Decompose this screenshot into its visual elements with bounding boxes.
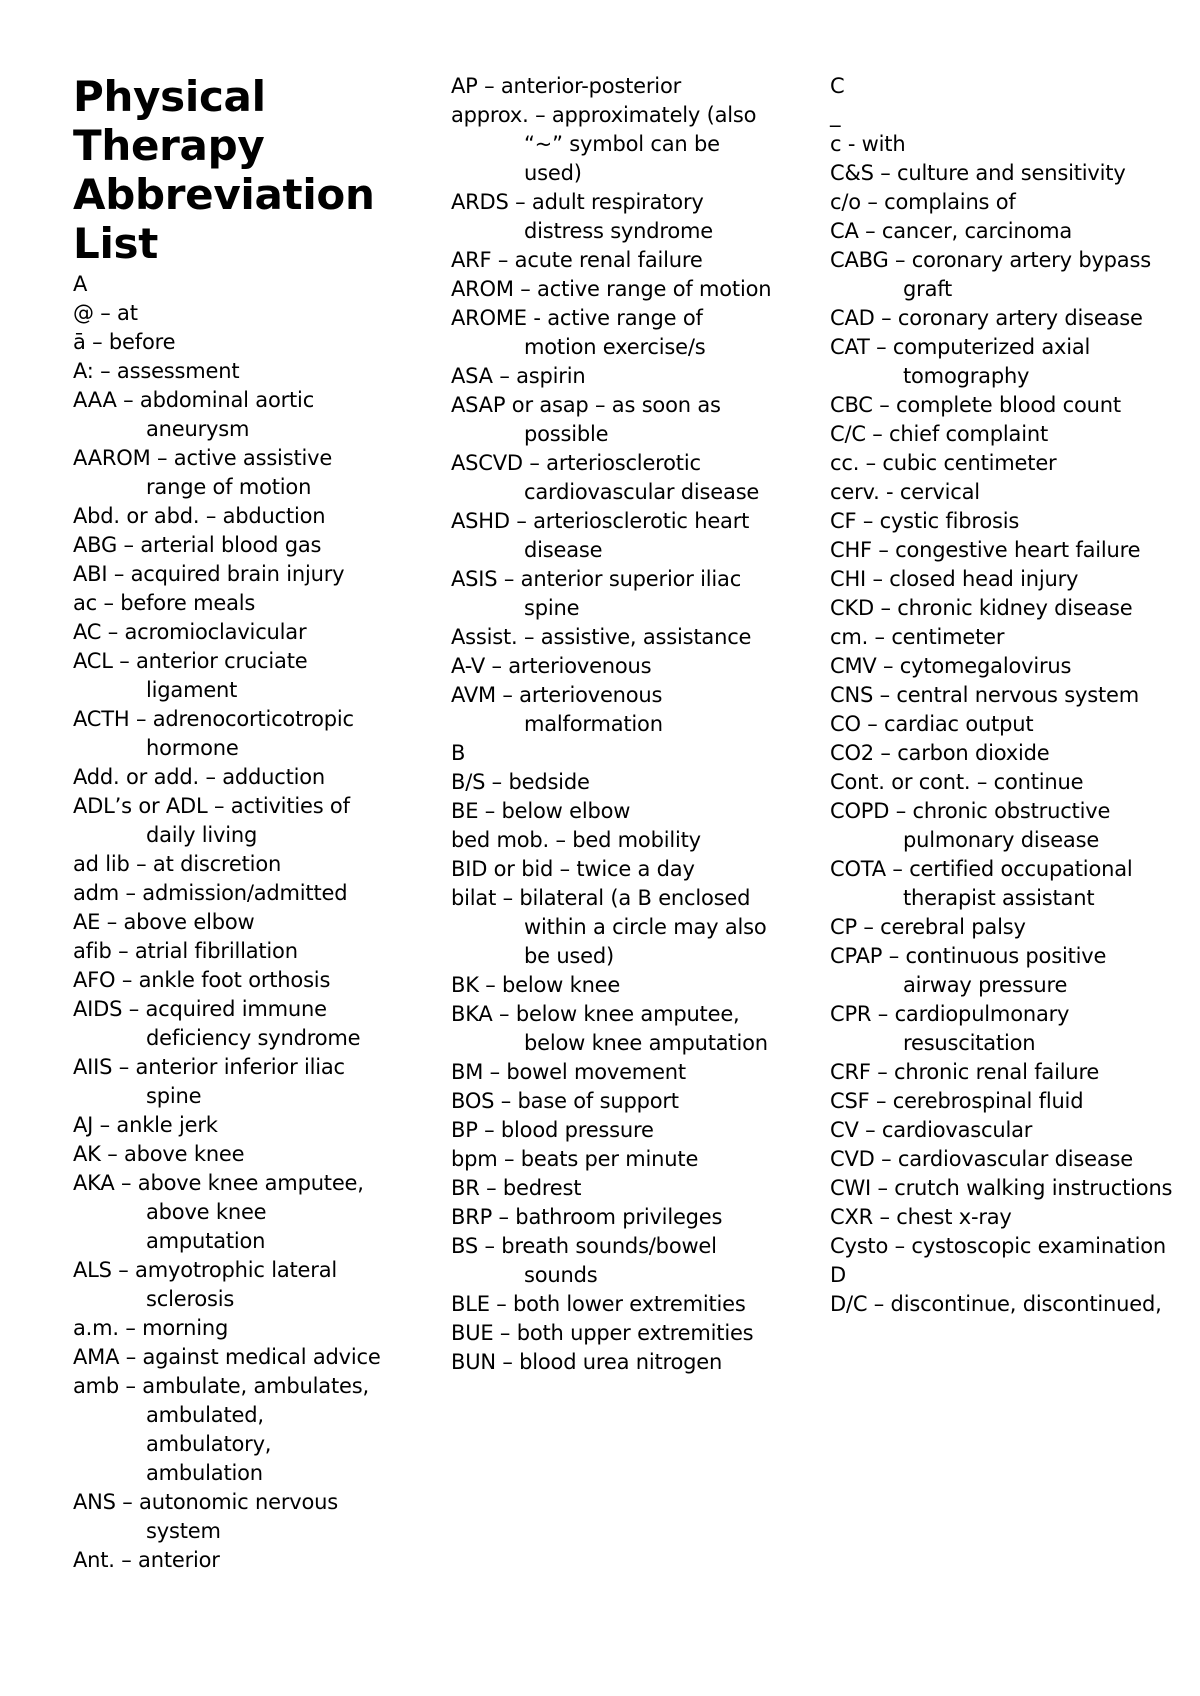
abbreviation-entry: ASAP or asap – as soon as possible: [451, 393, 721, 446]
abbreviation-entry: AVM – arteriovenous malformation: [451, 683, 663, 736]
abbreviation-entry: Cysto – cystoscopic examination: [830, 1234, 1167, 1258]
abbreviation-entry: AJ – ankle jerk: [73, 1113, 218, 1137]
abbreviation-entry: amb – ambulate, ambulates, ambulated, ambulatory, ambulation: [73, 1374, 369, 1485]
abbreviation-entry: ASIS – anterior superior iliac spine: [451, 567, 742, 620]
abbreviation-entry: CRF – chronic renal failure: [830, 1060, 1100, 1084]
abbreviation-entry: Abd. or abd. – abduction: [73, 504, 326, 528]
abbreviation-entry: CV – cardiovascular: [830, 1118, 1033, 1142]
abbreviation-entry: adm – admission/admitted: [73, 881, 348, 905]
abbreviation-entry: CPR – cardiopulmonary resuscitation: [830, 1002, 1070, 1055]
abbreviation-entry: CNS – central nervous system: [830, 683, 1139, 707]
section-heading: C: [830, 74, 845, 98]
abbreviation-entry: approx. – approximately (also “~” symbol can be used): [451, 103, 757, 185]
page-title: Physical Therapy Abbreviation List: [73, 72, 375, 268]
abbreviation-entry: CO – cardiac output: [830, 712, 1034, 736]
column-3: [830, 72, 1175, 1319]
abbreviation-entry: AIDS – acquired immune deficiency syndrome: [73, 997, 361, 1050]
abbreviation-entry: AAA – abdominal aortic aneurysm: [73, 388, 315, 441]
abbreviation-entry: CAT – computerized axial tomography: [830, 335, 1091, 388]
abbreviation-entry: BE – below elbow: [451, 799, 631, 823]
abbreviation-entry: ARF – acute renal failure: [451, 248, 703, 272]
abbreviation-entry: CVD – cardiovascular disease: [830, 1147, 1134, 1171]
abbreviation-entry: Add. or add. – adduction: [73, 765, 326, 789]
abbreviation-entry: BS – breath sounds/bowel sounds: [451, 1234, 717, 1287]
abbreviation-entry: ABI – acquired brain injury: [73, 562, 345, 586]
abbreviation-entry: BK – below knee: [451, 973, 621, 997]
abbreviation-entry: BP – blood pressure: [451, 1118, 654, 1142]
abbreviation-entry: CHI – closed head injury: [830, 567, 1079, 591]
column-2: [451, 72, 781, 1377]
abbreviation-entry: BOS – base of support: [451, 1089, 679, 1113]
abbreviation-entry: CWI – crutch walking instructions: [830, 1176, 1173, 1200]
abbreviation-entry: c/o – complains of: [830, 190, 1016, 214]
abbreviation-entry: C&S – culture and sensitivity: [830, 161, 1126, 185]
abbreviation-entry: CMV – cytomegalovirus: [830, 654, 1072, 678]
abbreviation-entry: ASCVD – arteriosclerotic cardiovascular disease: [451, 451, 760, 504]
abbreviation-entry: CPAP – continuous positive airway pressure: [830, 944, 1107, 997]
abbreviation-entry: AROME - active range of motion exercise/s: [451, 306, 706, 359]
abbreviation-entry: Cont. or cont. – continue: [830, 770, 1084, 794]
abbreviation-entry: Ant. – anterior: [73, 1548, 220, 1572]
abbreviation-entry: COPD – chronic obstructive pulmonary disease: [830, 799, 1111, 852]
abbreviation-entry: BID or bid – twice a day: [451, 857, 695, 881]
abbreviation-entry: AK – above knee: [73, 1142, 245, 1166]
abbreviation-entry: BUN – blood urea nitrogen: [451, 1350, 723, 1374]
section-heading: _: [830, 103, 841, 127]
section-heading: D: [830, 1263, 847, 1287]
column-1: [73, 72, 391, 1575]
abbreviation-entry: CA – cancer, carcinoma: [830, 219, 1073, 243]
abbreviation-entry: BKA – below knee amputee, below knee amputation: [451, 1002, 768, 1055]
abbreviation-entry: bpm – beats per minute: [451, 1147, 699, 1171]
abbreviation-entry: ACTH – adrenocorticotropic hormone: [73, 707, 354, 760]
abbreviation-entry: AMA – against medical advice: [73, 1345, 381, 1369]
abbreviation-entry: BLE – both lower extremities: [451, 1292, 746, 1316]
abbreviation-entry: Assist. – assistive, assistance: [451, 625, 752, 649]
abbreviation-entry: ALS – amyotrophic lateral sclerosis: [73, 1258, 337, 1311]
abbreviation-entry: cc. – cubic centimeter: [830, 451, 1057, 475]
abbreviation-entry: c - with: [830, 132, 906, 156]
abbreviation-entry: CSF – cerebrospinal fluid: [830, 1089, 1084, 1113]
abbreviation-entry: CHF – congestive heart failure: [830, 538, 1141, 562]
abbreviation-entry: ac – before meals: [73, 591, 256, 615]
abbreviation-entry: bilat – bilateral (a B enclosed within a circle may also be used): [451, 886, 767, 968]
abbreviation-entry: CAD – coronary artery disease: [830, 306, 1143, 330]
abbreviation-entry: CP – cerebral palsy: [830, 915, 1026, 939]
abbreviation-entry: cm. – centimeter: [830, 625, 1005, 649]
abbreviation-entry: cerv. - cervical: [830, 480, 980, 504]
abbreviation-entry: AFO – ankle foot orthosis: [73, 968, 331, 992]
section-heading: A: [73, 272, 88, 296]
abbreviation-entry: ANS – autonomic nervous system: [73, 1490, 338, 1543]
abbreviation-entry: BRP – bathroom privileges: [451, 1205, 723, 1229]
abbreviation-entry: AROM – active range of motion: [451, 277, 772, 301]
abbreviation-entry: CKD – chronic kidney disease: [830, 596, 1133, 620]
abbreviation-entry: A: – assessment: [73, 359, 240, 383]
abbreviation-entry: BUE – both upper extremities: [451, 1321, 754, 1345]
abbreviation-entry: D/C – discontinue, discontinued,: [830, 1292, 1162, 1316]
abbreviation-entry: AE – above elbow: [73, 910, 255, 934]
abbreviation-entry: ABG – arterial blood gas: [73, 533, 322, 557]
abbreviation-entry: BR – bedrest: [451, 1176, 582, 1200]
abbreviation-entry: ā – before: [73, 330, 176, 354]
abbreviation-entry: a.m. – morning: [73, 1316, 229, 1340]
abbreviation-entry: AIIS – anterior inferior iliac spine: [73, 1055, 345, 1108]
abbreviation-entry: ASHD – arteriosclerotic heart disease: [451, 509, 750, 562]
abbreviation-entry: A-V – arteriovenous: [451, 654, 652, 678]
abbreviation-entry: CO2 – carbon dioxide: [830, 741, 1050, 765]
abbreviation-entry: afib – atrial fibrillation: [73, 939, 298, 963]
abbreviation-entry: AAROM – active assistive range of motion: [73, 446, 333, 499]
abbreviation-entry: AP – anterior-posterior: [451, 74, 682, 98]
abbreviation-entry: ADL’s or ADL – activities of daily living: [73, 794, 350, 847]
abbreviation-entry: ARDS – adult respiratory distress syndrome: [451, 190, 713, 243]
abbreviation-entry: C/C – chief complaint: [830, 422, 1048, 446]
abbreviation-entry: CF – cystic fibrosis: [830, 509, 1020, 533]
abbreviation-entry: BM – bowel movement: [451, 1060, 686, 1084]
abbreviation-entry: B/S – bedside: [451, 770, 590, 794]
abbreviation-entry: AKA – above knee amputee, above knee amputation: [73, 1171, 364, 1253]
abbreviation-entry: CABG – coronary artery bypass graft: [830, 248, 1151, 301]
abbreviation-entry: ad lib – at discretion: [73, 852, 282, 876]
abbreviation-entry: ASA – aspirin: [451, 364, 586, 388]
abbreviation-entry: CXR – chest x-ray: [830, 1205, 1012, 1229]
abbreviation-entry: CBC – complete blood count: [830, 393, 1121, 417]
abbreviation-entry: bed mob. – bed mobility: [451, 828, 701, 852]
abbreviation-entry: COTA – certified occupational therapist assistant: [830, 857, 1133, 910]
abbreviation-entry: AC – acromioclavicular: [73, 620, 307, 644]
abbreviation-entry: ACL – anterior cruciate ligament: [73, 649, 308, 702]
abbreviation-entry: @ – at: [73, 301, 138, 325]
section-heading: B: [451, 741, 466, 765]
